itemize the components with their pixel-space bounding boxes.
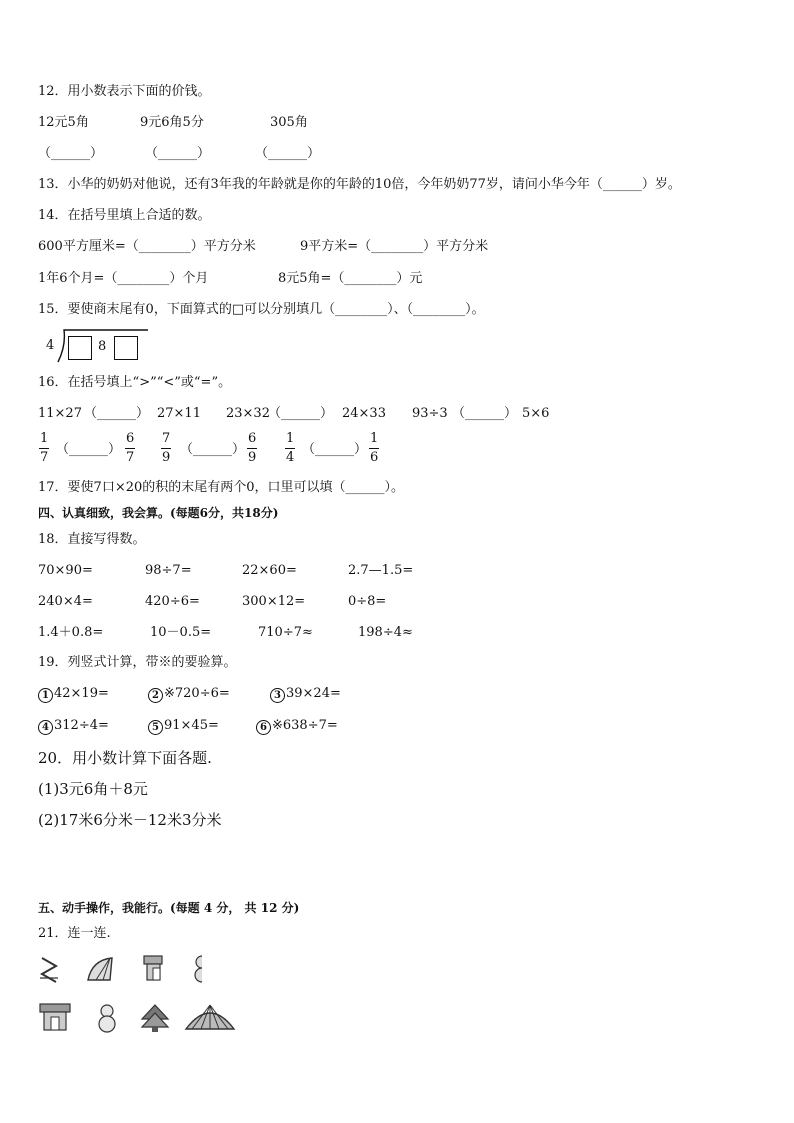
- q16-frac-b-2: 6 9: [248, 431, 257, 465]
- q15-box-1[interactable]: [68, 336, 92, 360]
- q21-title: 21．连一连.: [38, 926, 111, 941]
- q12-title: 12．用小数表示下面的价钱。: [38, 84, 211, 99]
- circled-number-6: 6: [256, 720, 271, 735]
- q14-row1-b: 9平方米=（________）平方分米: [300, 239, 489, 254]
- q12-blank-2[interactable]: （______）: [145, 146, 211, 161]
- q14-row2-a: 1年6个月=（________）个月: [38, 271, 209, 286]
- q16-frac-b-3: 1 6: [370, 431, 379, 465]
- q16-frac-a-3: 1 4: [286, 431, 295, 465]
- q18-r3-c1: 1.4＋0.8=: [38, 625, 104, 640]
- q16-frac-blank-2[interactable]: （______）: [180, 442, 246, 457]
- q14-row2-b: 8元5角=（________）元: [278, 271, 423, 286]
- q20-item-1: (1)3元6角＋8元: [38, 780, 148, 798]
- q16-r1-left-3: 93÷3: [412, 406, 448, 421]
- q13-text: 13．小华的奶奶对他说，还有3年我的年龄就是你的年龄的10倍，今年奶奶77岁，请问小华今年（______）岁。: [38, 177, 681, 192]
- tree-icon[interactable]: [140, 1003, 170, 1033]
- q18-r2-c3: 300×12=: [242, 594, 306, 609]
- q18-r2-c1: 240×4=: [38, 594, 93, 609]
- q18-r1-c3: 22×60=: [242, 563, 297, 578]
- q12-blank-3[interactable]: （______）: [255, 146, 321, 161]
- section4-heading: 四、认真细致，我会算。(每题6分，共18分): [38, 506, 279, 520]
- circled-number-5: 5: [148, 720, 163, 735]
- half-snowman-icon[interactable]: [192, 954, 212, 984]
- q20-item-2: (2)17米6分米－12米3分米: [38, 811, 222, 829]
- section5-heading: 五、动手操作，我能行。(每题 4 分， 共 12 分): [38, 901, 300, 915]
- q16-frac-a-1: 1 7: [40, 431, 49, 465]
- q15-box-2[interactable]: [114, 336, 138, 360]
- q19-item-6: 6 ※638÷7=: [256, 718, 338, 735]
- q18-r2-c4: 0÷8=: [348, 594, 387, 609]
- q18-r3-c2: 10－0.5=: [150, 625, 212, 640]
- q18-r3-c3: 710÷7≈: [258, 625, 313, 640]
- q16-frac-blank-3[interactable]: （______）: [302, 442, 368, 457]
- q16-frac-b-1: 6 7: [126, 431, 135, 465]
- q19-item-1: 1 42×19=: [38, 686, 109, 703]
- q15-middle-digit: 8: [98, 339, 107, 354]
- q18-title: 18．直接写得数。: [38, 532, 146, 547]
- q18-r3-c4: 198÷4≈: [358, 625, 413, 640]
- half-umbrella-icon[interactable]: [86, 956, 116, 982]
- q16-title: 16．在括号填上“>”“<”或“=”。: [38, 375, 232, 390]
- q18-r1-c4: 2.7—1.5=: [348, 563, 414, 578]
- q19-item-5: 5 91×45=: [148, 718, 219, 735]
- q16-r1-blank-3[interactable]: （______）: [452, 406, 518, 421]
- q16-r1-right-1: 27×11: [157, 406, 201, 421]
- half-house-icon[interactable]: [141, 954, 165, 984]
- q18-r1-c2: 98÷7=: [145, 563, 192, 578]
- circled-number-2: 2: [148, 688, 163, 703]
- q15-divisor: 4: [46, 338, 55, 353]
- q18-r1-c1: 70×90=: [38, 563, 93, 578]
- half-zigzag-icon[interactable]: [38, 954, 62, 984]
- q19-item-3: 3 39×24=: [270, 686, 341, 703]
- q19-title: 19．列竖式计算，带※的要验算。: [38, 655, 237, 670]
- q16-r1-left-1: 11×27: [38, 406, 82, 421]
- q14-title: 14．在括号里填上合适的数。: [38, 208, 211, 223]
- q16-r1-blank-1[interactable]: （______）: [84, 406, 150, 421]
- umbrella-icon[interactable]: [184, 1003, 236, 1033]
- q15-title: 15．要使商末尾有0，下面算式的□可以分别填几（________）、（________）。: [38, 302, 485, 317]
- q12-blank-1[interactable]: （______）: [38, 146, 104, 161]
- q16-frac-blank-1[interactable]: （______）: [56, 442, 122, 457]
- q15-division-figure: [40, 328, 150, 364]
- q19-item-4: 4 312÷4=: [38, 718, 109, 735]
- q19-item-2: 2 ※720÷6=: [148, 686, 230, 703]
- circled-number-4: 4: [38, 720, 53, 735]
- q20-title: 20．用小数计算下面各题.: [38, 749, 212, 767]
- snowman-icon[interactable]: [95, 1002, 119, 1034]
- q12-item-1: 12元5角: [38, 115, 89, 130]
- q12-item-2: 9元6角5分: [140, 115, 204, 130]
- q18-r2-c2: 420÷6=: [145, 594, 200, 609]
- q16-frac-a-2: 7 9: [162, 431, 171, 465]
- q16-r1-blank-2[interactable]: （______）: [268, 406, 334, 421]
- circled-number-3: 3: [270, 688, 285, 703]
- q16-r1-right-2: 24×33: [342, 406, 386, 421]
- q17-text: 17．要使7口×20的积的末尾有两个0，口里可以填（______）。: [38, 480, 405, 495]
- circled-number-1: 1: [38, 688, 53, 703]
- q12-item-3: 305角: [270, 115, 308, 130]
- q14-row1-a: 600平方厘米=（________）平方分米: [38, 239, 256, 254]
- q16-r1-right-3: 5×6: [522, 406, 550, 421]
- house-icon[interactable]: [38, 1002, 72, 1034]
- q16-r1-left-2: 23×32: [226, 406, 270, 421]
